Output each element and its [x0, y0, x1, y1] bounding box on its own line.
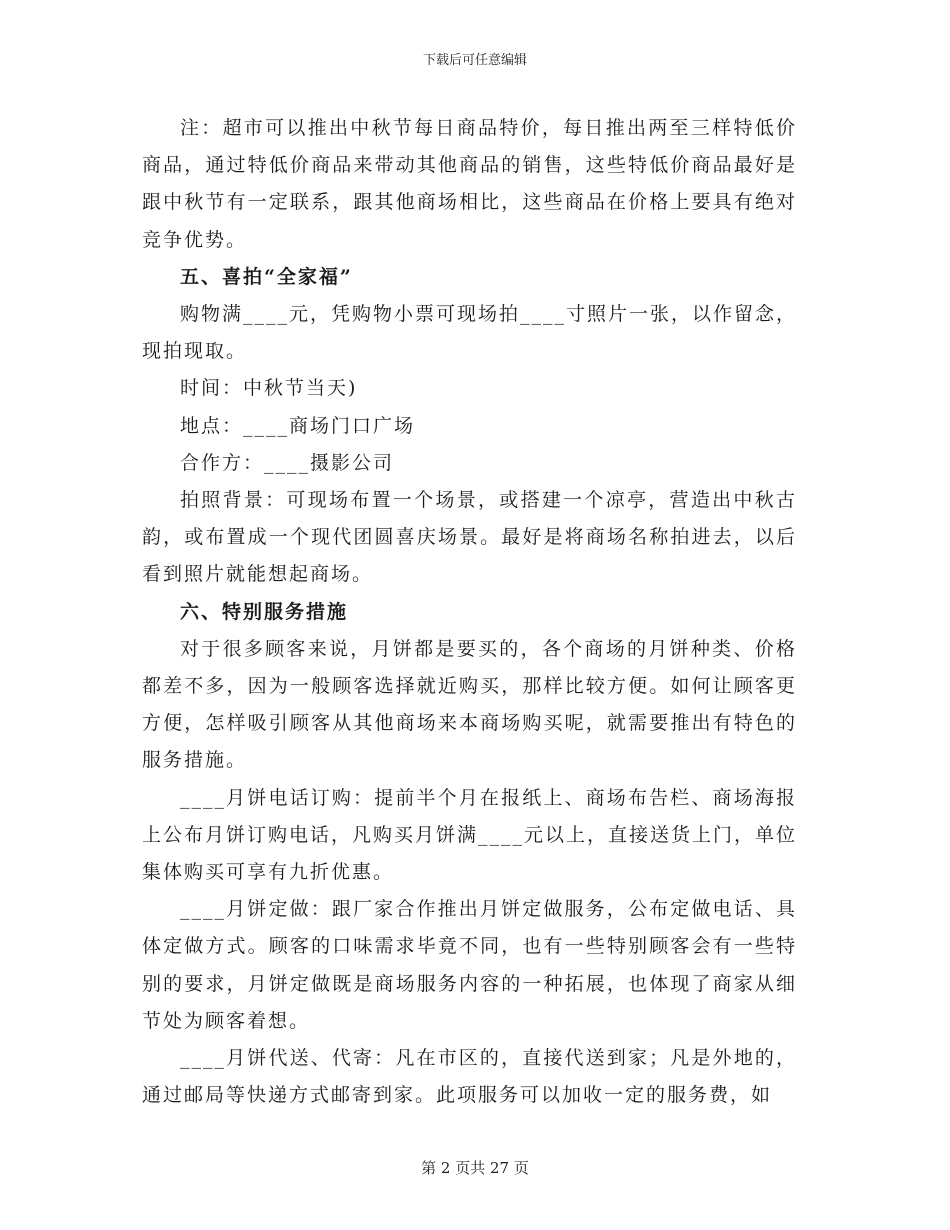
document-body	[142, 110, 797, 1114]
page-header: 下载后可任意编辑	[422, 53, 527, 68]
page-footer: 第 2 页共 27 页	[421, 1159, 529, 1177]
phone-order-paragraph: ____月饼电话订购：提前半个月在报纸上、商场布告栏、商场海报上公布月饼订购电话，凡购买月饼满____元以上，直接送货上门，单位集体购买可享有九折优惠。	[142, 786, 798, 884]
partner-line: 合作方：____摄影公司	[180, 451, 395, 474]
place-line: 地点：____商场门口广场	[180, 414, 416, 437]
note-paragraph: 注：超市可以推出中秋节每日商品特价，每日推出两至三样特低价商品，通过特低价商品来带动其他商品的销售，这些特低价商品最好是跟中秋节有一定联系，跟其他商场相比，这些商品在价格上要具有绝对竞争优势。	[142, 117, 797, 251]
service-intro-paragraph: 对于很多顾客来说，月饼都是要买的，各个商场的月饼种类、价格都差不多，因为一般顾客选择就近购买，那样比较方便。如何让顾客更方便，怎样吸引顾客从其他商场来本商场购买呢，就需要推出有特色的服务措施。	[142, 637, 797, 772]
section-heading-5: 五、喜拍“全家福”	[180, 265, 353, 288]
section-heading-6: 六、特别服务措施	[180, 600, 349, 623]
photo-offer-paragraph: 购物满____元，凭购物小票可现场拍____寸照片一张，以作留念，现拍现取。	[142, 303, 798, 363]
photo-background-paragraph: 拍照背景：可现场布置一个场景，或搭建一个凉亭，营造出中秋古韵，或布置成一个现代团圆喜庆场景。最好是将商场名称拍进去，以后看到照片就能想起商场。	[142, 489, 797, 586]
custom-order-paragraph: ____月饼定做：跟厂家合作推出月饼定做服务，公布定做电话、具体定做方式。顾客的口味需求毕竟不同，也有一些特别顾客会有一些特别的要求，月饼定做既是商场服务内容的一种拓展，也体现了商家从细节处为顾客着想。	[142, 898, 797, 1032]
time-line: 时间：中秋节当天)	[180, 377, 358, 400]
delivery-paragraph: ____月饼代送、代寄：凡在市区的，直接代送到家；凡是外地的，通过邮局等快递方式邮寄到家。此项服务可以加收一定的服务费，如	[142, 1047, 797, 1107]
